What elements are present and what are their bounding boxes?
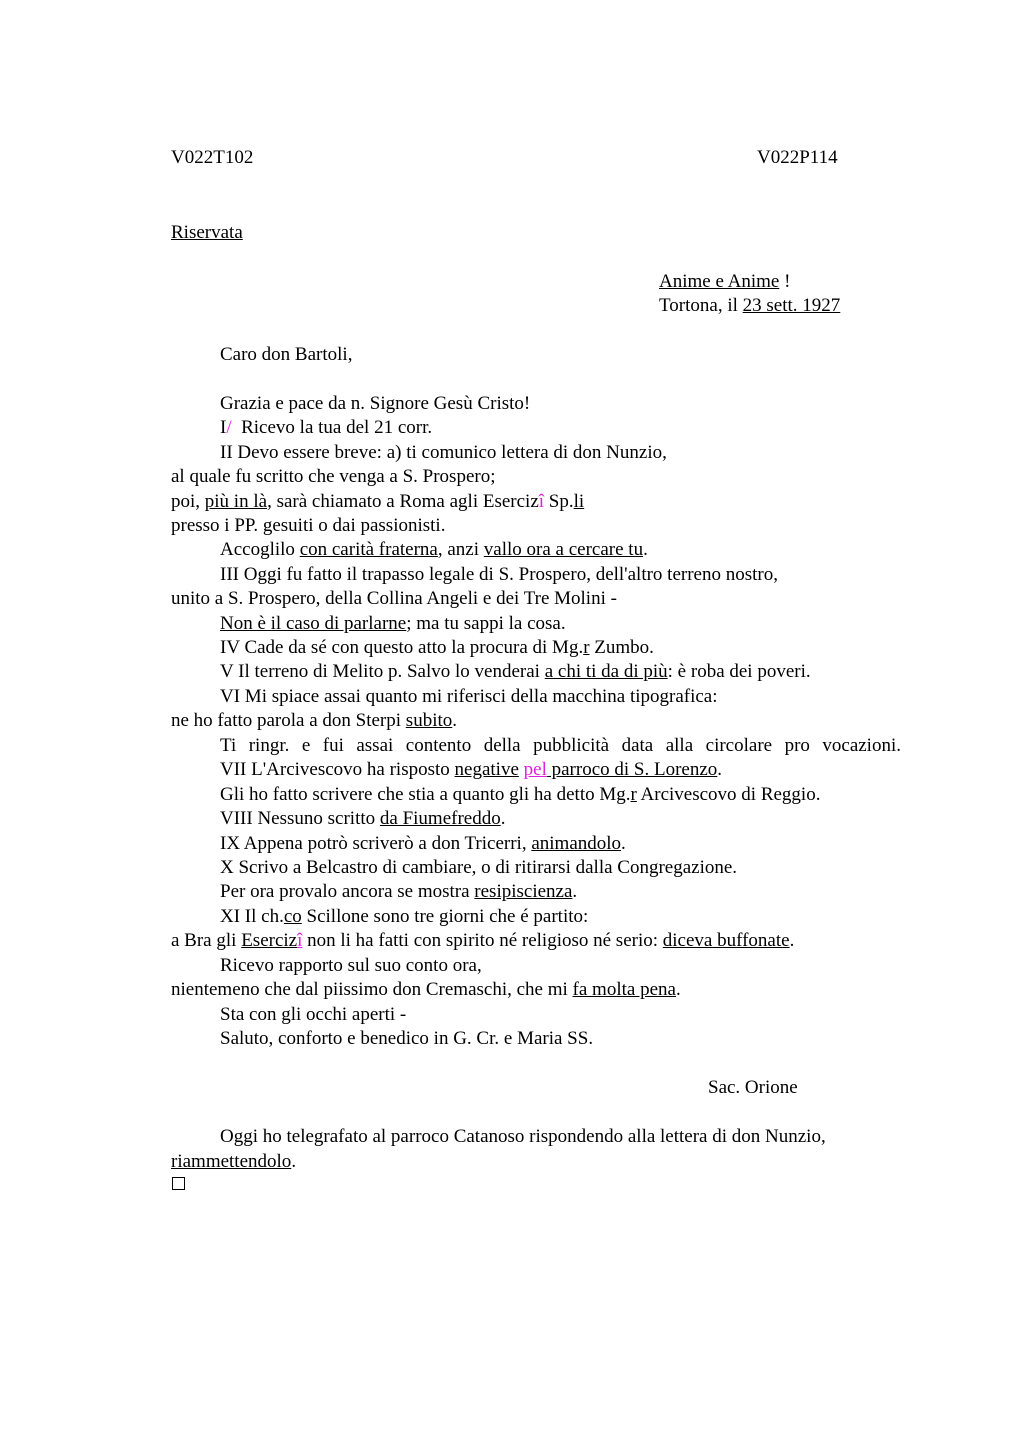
paragraph-x-line-1: X Scrivo a Belcastro di cambiare, o di ritirarsi dalla Congregazione. [220, 857, 738, 878]
paragraph-iv: IV Cade da sé con questo atto la procura di Mg.r Zumbo. [220, 637, 654, 658]
paragraph-iii-line-3: Non è il caso di parlarne; ma tu sappi la cosa. [220, 613, 566, 634]
paragraph-ii-line-3: poi, più in là, sarà chiamato a Roma agli Esercizî Sp.li [171, 491, 585, 512]
paragraph-xi-line-3: Ricevo rapporto sul suo conto ora, [220, 955, 482, 976]
salutation: Caro don Bartoli, [220, 344, 353, 365]
paragraph-iii-line-1: III Oggi fu fatto il trapasso legale di S. Prospero, dell'altro terreno nostro, [220, 564, 778, 585]
paragraph-ii-line-1: II Devo essere breve: a) ti comunico lettera di don Nunzio, [220, 442, 667, 463]
paragraph-x-line-2: Per ora provalo ancora se mostra resipiscienza. [220, 881, 578, 902]
end-marker-square-icon [172, 1177, 185, 1190]
postscript-line-2: riammettendolo. [171, 1151, 297, 1172]
paragraph-ix: IX Appena potrò scriverò a don Tricerri, animandolo. [220, 833, 626, 854]
paragraph-ii-line-2: al quale fu scritto che venga a S. Prospero; [171, 466, 496, 487]
document-code-left: V022T102 [171, 147, 254, 168]
paragraph-xi-line-1: XI Il ch.co Scillone sono tre giorni che é partito: [220, 906, 589, 927]
paragraph-vi-line-1: VI Mi spiace assai quanto mi riferisci della macchina tipografica: [220, 686, 718, 707]
paragraph-xi-line-5: Sta con gli occhi aperti - [220, 1004, 407, 1025]
closing-blessing: Saluto, conforto e benedico in G. Cr. e Maria SS. [220, 1028, 594, 1049]
signature: Sac. Orione [708, 1077, 798, 1098]
classification-label: Riservata [171, 222, 243, 243]
paragraph-i: I/ Ricevo la tua del 21 corr. [220, 417, 433, 438]
paragraph-xi-line-2: a Bra gli Esercizî non li ha fatti con spirito né religioso né serio: diceva buffonate. [171, 930, 795, 951]
paragraph-vi-line-3: Ti ringr. e fui assai contento della pubblicità data alla circolare pro vocazioni. [220, 735, 901, 756]
paragraph-v: V Il terreno di Melito p. Salvo lo venderai a chi ti da di più: è roba dei poveri. [220, 661, 811, 682]
paragraph-vii-line-1: VII L'Arcivescovo ha risposto negative pel parroco di S. Lorenzo. [220, 759, 723, 780]
postscript-line-1: Oggi ho telegrafato al parroco Catanoso rispondendo alla lettera di don Nunzio, [220, 1126, 826, 1147]
place-date: Tortona, il 23 sett. 1927 [659, 295, 841, 316]
paragraph-ii-line-5: Accoglilo con carità fraterna, anzi vallo ora a cercare tu. [220, 539, 648, 560]
paragraph-iii-line-2: unito a S. Prospero, della Collina Angeli e dei Tre Molini - [171, 588, 617, 609]
document-code-right: V022P114 [757, 147, 838, 168]
paragraph-vi-line-2: ne ho fatto parola a don Sterpi subito. [171, 710, 457, 731]
paragraph-viii: VIII Nessuno scritto da Fiumefreddo. [220, 808, 506, 829]
paragraph-vii-line-2: Gli ho fatto scrivere che stia a quanto gli ha detto Mg.r Arcivescovo di Reggio. [220, 784, 821, 805]
motto: Anime e Anime ! [659, 271, 791, 292]
paragraph-ii-line-4: presso i PP. gesuiti o dai passionisti. [171, 515, 446, 536]
paragraph-xi-line-4: nientemeno che dal piissimo don Cremaschi, che mi fa molta pena. [171, 979, 681, 1000]
greeting: Grazia e pace da n. Signore Gesù Cristo! [220, 393, 531, 414]
